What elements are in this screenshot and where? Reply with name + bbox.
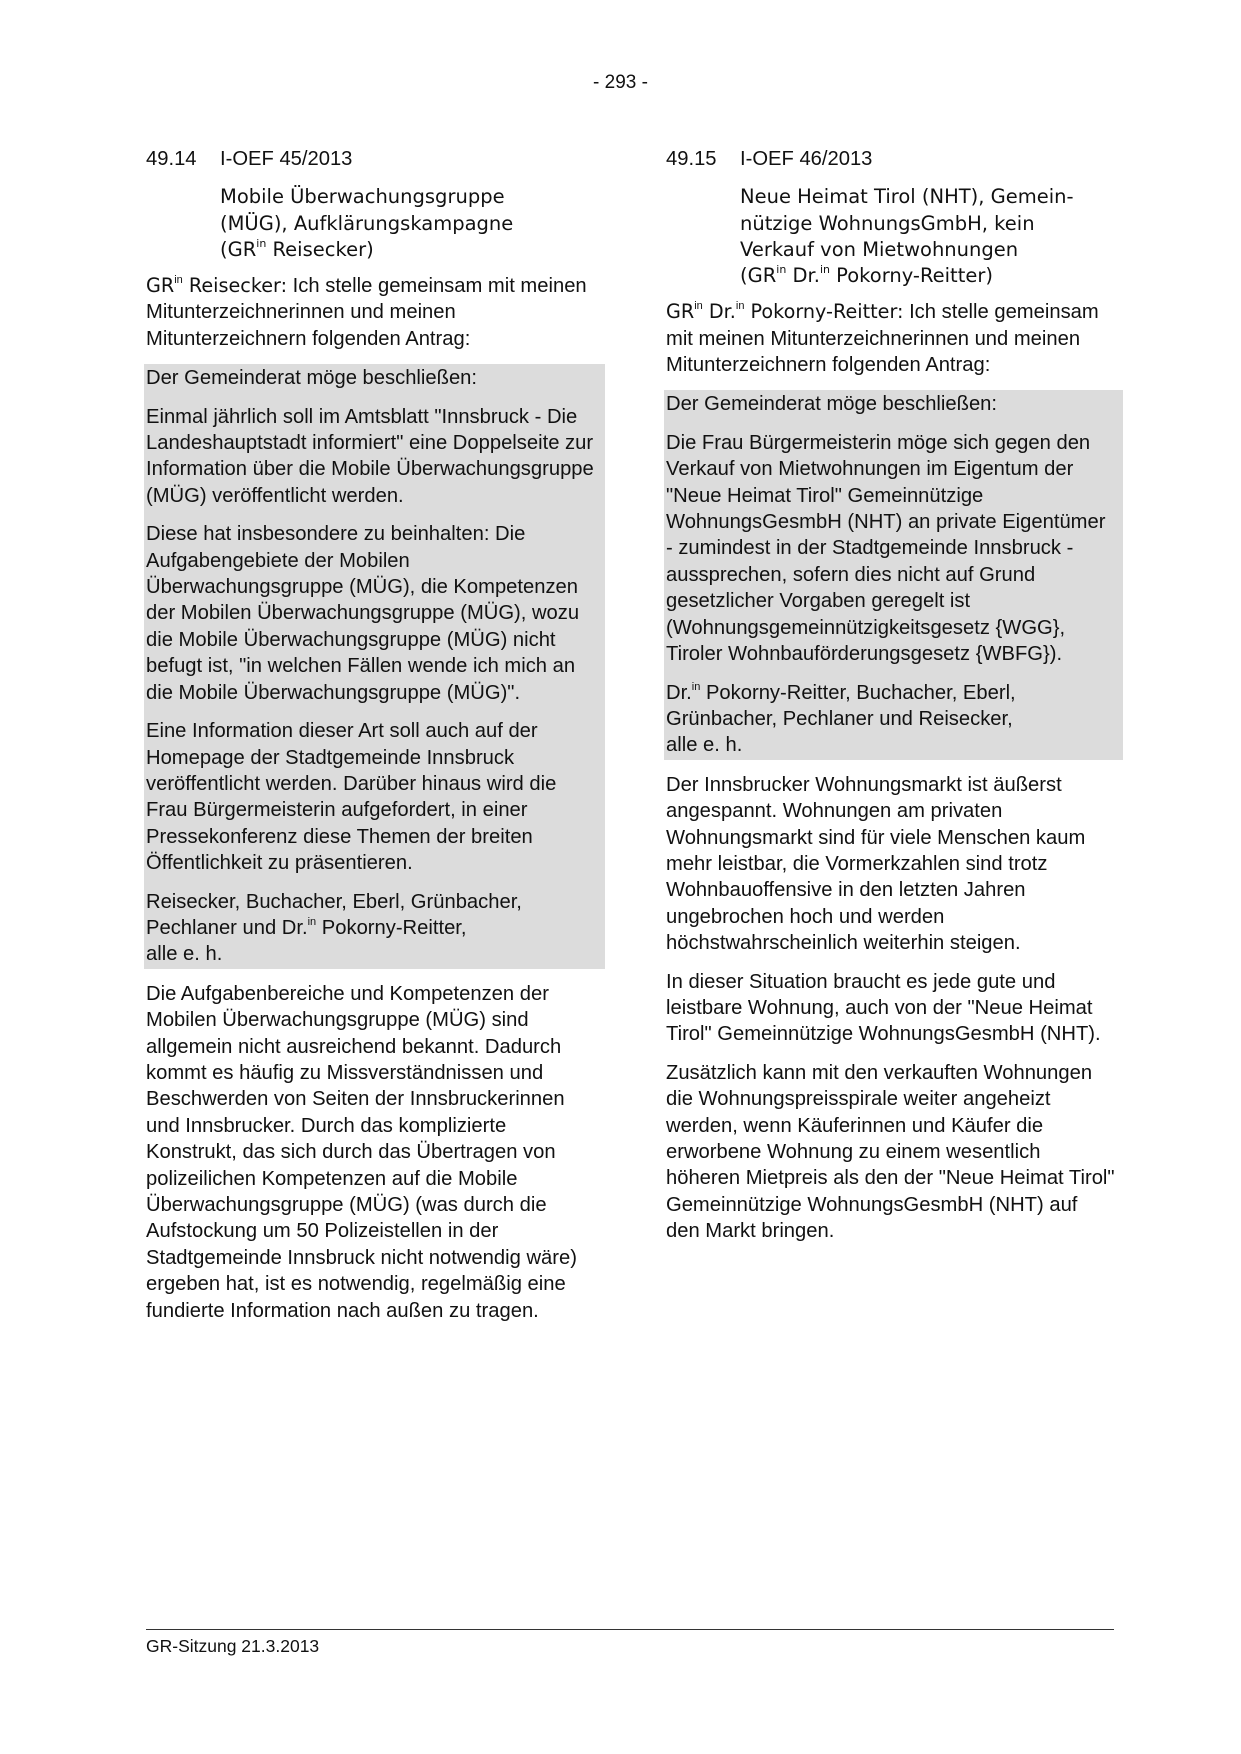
intro-paragraph-left: $GR^{in}$ Reisecker: Ich stelle gemeinsam mit meinen Mitunterzeichnerinnen und meinen Mitunterzeichnern folgenden Antrag:: [146, 274, 587, 350]
page-number: - 293 -: [593, 72, 648, 93]
motion-paragraph: Einmal jährlich soll im Amtsblatt "Innsbruck - Die Landeshauptstadt informiert" eine Doppelseite zur Information über die Mobile Überwachungsgruppe (MÜG) veröffentlicht werden.: [146, 405, 594, 507]
body-paragraph: Die Aufgabenbereiche und Kompetenzen der Mobilen Überwachungsgruppe (MÜG) sind allgemein nicht ausreichend bekannt. Dadurch kommt es häufig zu Missverständnissen und Beschwerden von Seiten der Innsbruckerinnen und Innsbrucker. Durch das komplizierte Konstrukt, das sich durch das Übertragen von polizeilichen Kompetenzen auf die Mobile Überwachungsgruppe (MÜG) (was durch die Aufstockung um 50 Polizeistellen in der Stadtgemeinde Innsbruck nicht notwendig wäre) ergeben hat, ist es notwendig, regelmäßig eine fundierte Information nach außen zu tragen.: [146, 982, 577, 1322]
item-number: 49.14: [146, 148, 197, 170]
title-line: Neue Heimat Tirol (NHT), Gemein-: [740, 185, 1074, 209]
motion-paragraph: Eine Information dieser Art soll auch auf der Homepage der Stadtgemeinde Innsbruck veröffentlicht werden. Darüber hinaus wird die Frau Bürgermeisterin aufgefordert, in einer Pressekonferenz diese Themen der breiten Öffentlichkeit zu präsentieren.: [146, 720, 557, 875]
right-column: [666, 146, 1115, 1257]
title-line: ($GR^{in}$ Reisecker): [220, 236, 374, 261]
title-line: nützige WohnungsGmbH, kein: [740, 211, 1035, 235]
title-line: ($GR^{in}$ Dr.$^{in}$ Pokorny-Reitter): [740, 263, 993, 288]
title-line: Mobile Überwachungsgruppe: [220, 185, 505, 209]
body-paragraph: In dieser Situation braucht es jede gute und leistbare Wohnung, auch von der "Neue Heimat Tirol" Gemeinnützige WohnungsGesmbH (NHT).: [666, 970, 1101, 1046]
motion-signers: Dr.$^{in}$ Pokorny-Reitter, Buchacher, Eberl, Grünbacher, Pechlaner und Reisecker, alle e. h.: [666, 680, 1016, 757]
item-title-right: [666, 184, 1115, 289]
left-column: [146, 146, 597, 1336]
title-line: (MÜG), Aufklärungskampagne: [220, 211, 514, 235]
footer-text: GR-Sitzung 21.3.2013: [146, 1636, 320, 1656]
item-header-right: [666, 146, 1115, 172]
motion-box-right: [664, 390, 1123, 759]
motion-heading: Der Gemeinderat möge beschließen:: [146, 367, 478, 390]
body-paragraph: Zusätzlich kann mit den verkauften Wohnungen die Wohnungspreisspirale weiter angeheizt werden, wenn Käuferinnen und Käufer die erworbene Wohnung zu einem wesentlich höheren Mietpreis als den der "Neue Heimat Tirol" Gemeinnützige WohnungsGesmbH (NHT) auf den Markt bringen.: [666, 1061, 1115, 1243]
motion-paragraph: Diese hat insbesondere zu beinhalten: Die Aufgabengebiete der Mobilen Überwachungsgruppe (MÜG), die Kompetenzen der Mobilen Überwachungsgruppe (MÜG), wozu die Mobile Überwachungsgruppe (MÜG) nicht befugt ist, "in welchen Fällen wende ich mich an die Mobile Überwachungsgruppe (MÜG)".: [146, 523, 580, 704]
item-code: I-OEF 45/2013: [220, 148, 353, 170]
motion-box-left: [144, 364, 605, 969]
title-line: Verkauf von Mietwohnungen: [740, 237, 1019, 261]
motion-heading: Der Gemeinderat möge beschließen:: [666, 393, 998, 416]
footer-divider: [146, 1629, 1114, 1630]
item-code: I-OEF 46/2013: [740, 148, 873, 170]
body-paragraph: Der Innsbrucker Wohnungsmarkt ist äußerst angespannt. Wohnungen am privaten Wohnungsmarkt sind für viele Menschen kaum mehr leistbar, die Vormerkzahlen sind trotz Wohnbauoffensive in den letzten Jahren ungebrochen hoch und werden höchstwahrscheinlich weiterhin steigen.: [666, 773, 1086, 955]
motion-paragraph: Die Frau Bürgermeisterin möge sich gegen den Verkauf von Mietwohnungen im Eigentum der "Neue Heimat Tirol" Gemeinnützige WohnungsGesmbH (NHT) an private Eigentümer - zumindest in der Stadtgemeinde Innsbruck - aussprechen, sofern dies nicht auf Grund gesetzlicher Vorgaben geregelt ist (Wohnungsgemeinnützigkeitsgesetz {WGG}, Tiroler Wohnbauförderungsgesetz {WBFG}).: [666, 431, 1106, 666]
item-title-left: [146, 184, 597, 263]
intro-paragraph-right: $GR^{in}$ Dr.$^{in}$ Pokorny-Reitter: Ich stelle gemeinsam mit meinen Mitunterzeichnerinnen und meinen Mitunterzeichnern folgenden Antrag:: [666, 300, 1099, 377]
item-number: 49.15: [666, 148, 717, 170]
motion-signers: Reisecker, Buchacher, Eberl, Grünbacher, Pechlaner und Dr.$^{in}$ Pokorny-Reitter, alle e. h.: [146, 890, 522, 966]
item-header-left: [146, 146, 597, 172]
